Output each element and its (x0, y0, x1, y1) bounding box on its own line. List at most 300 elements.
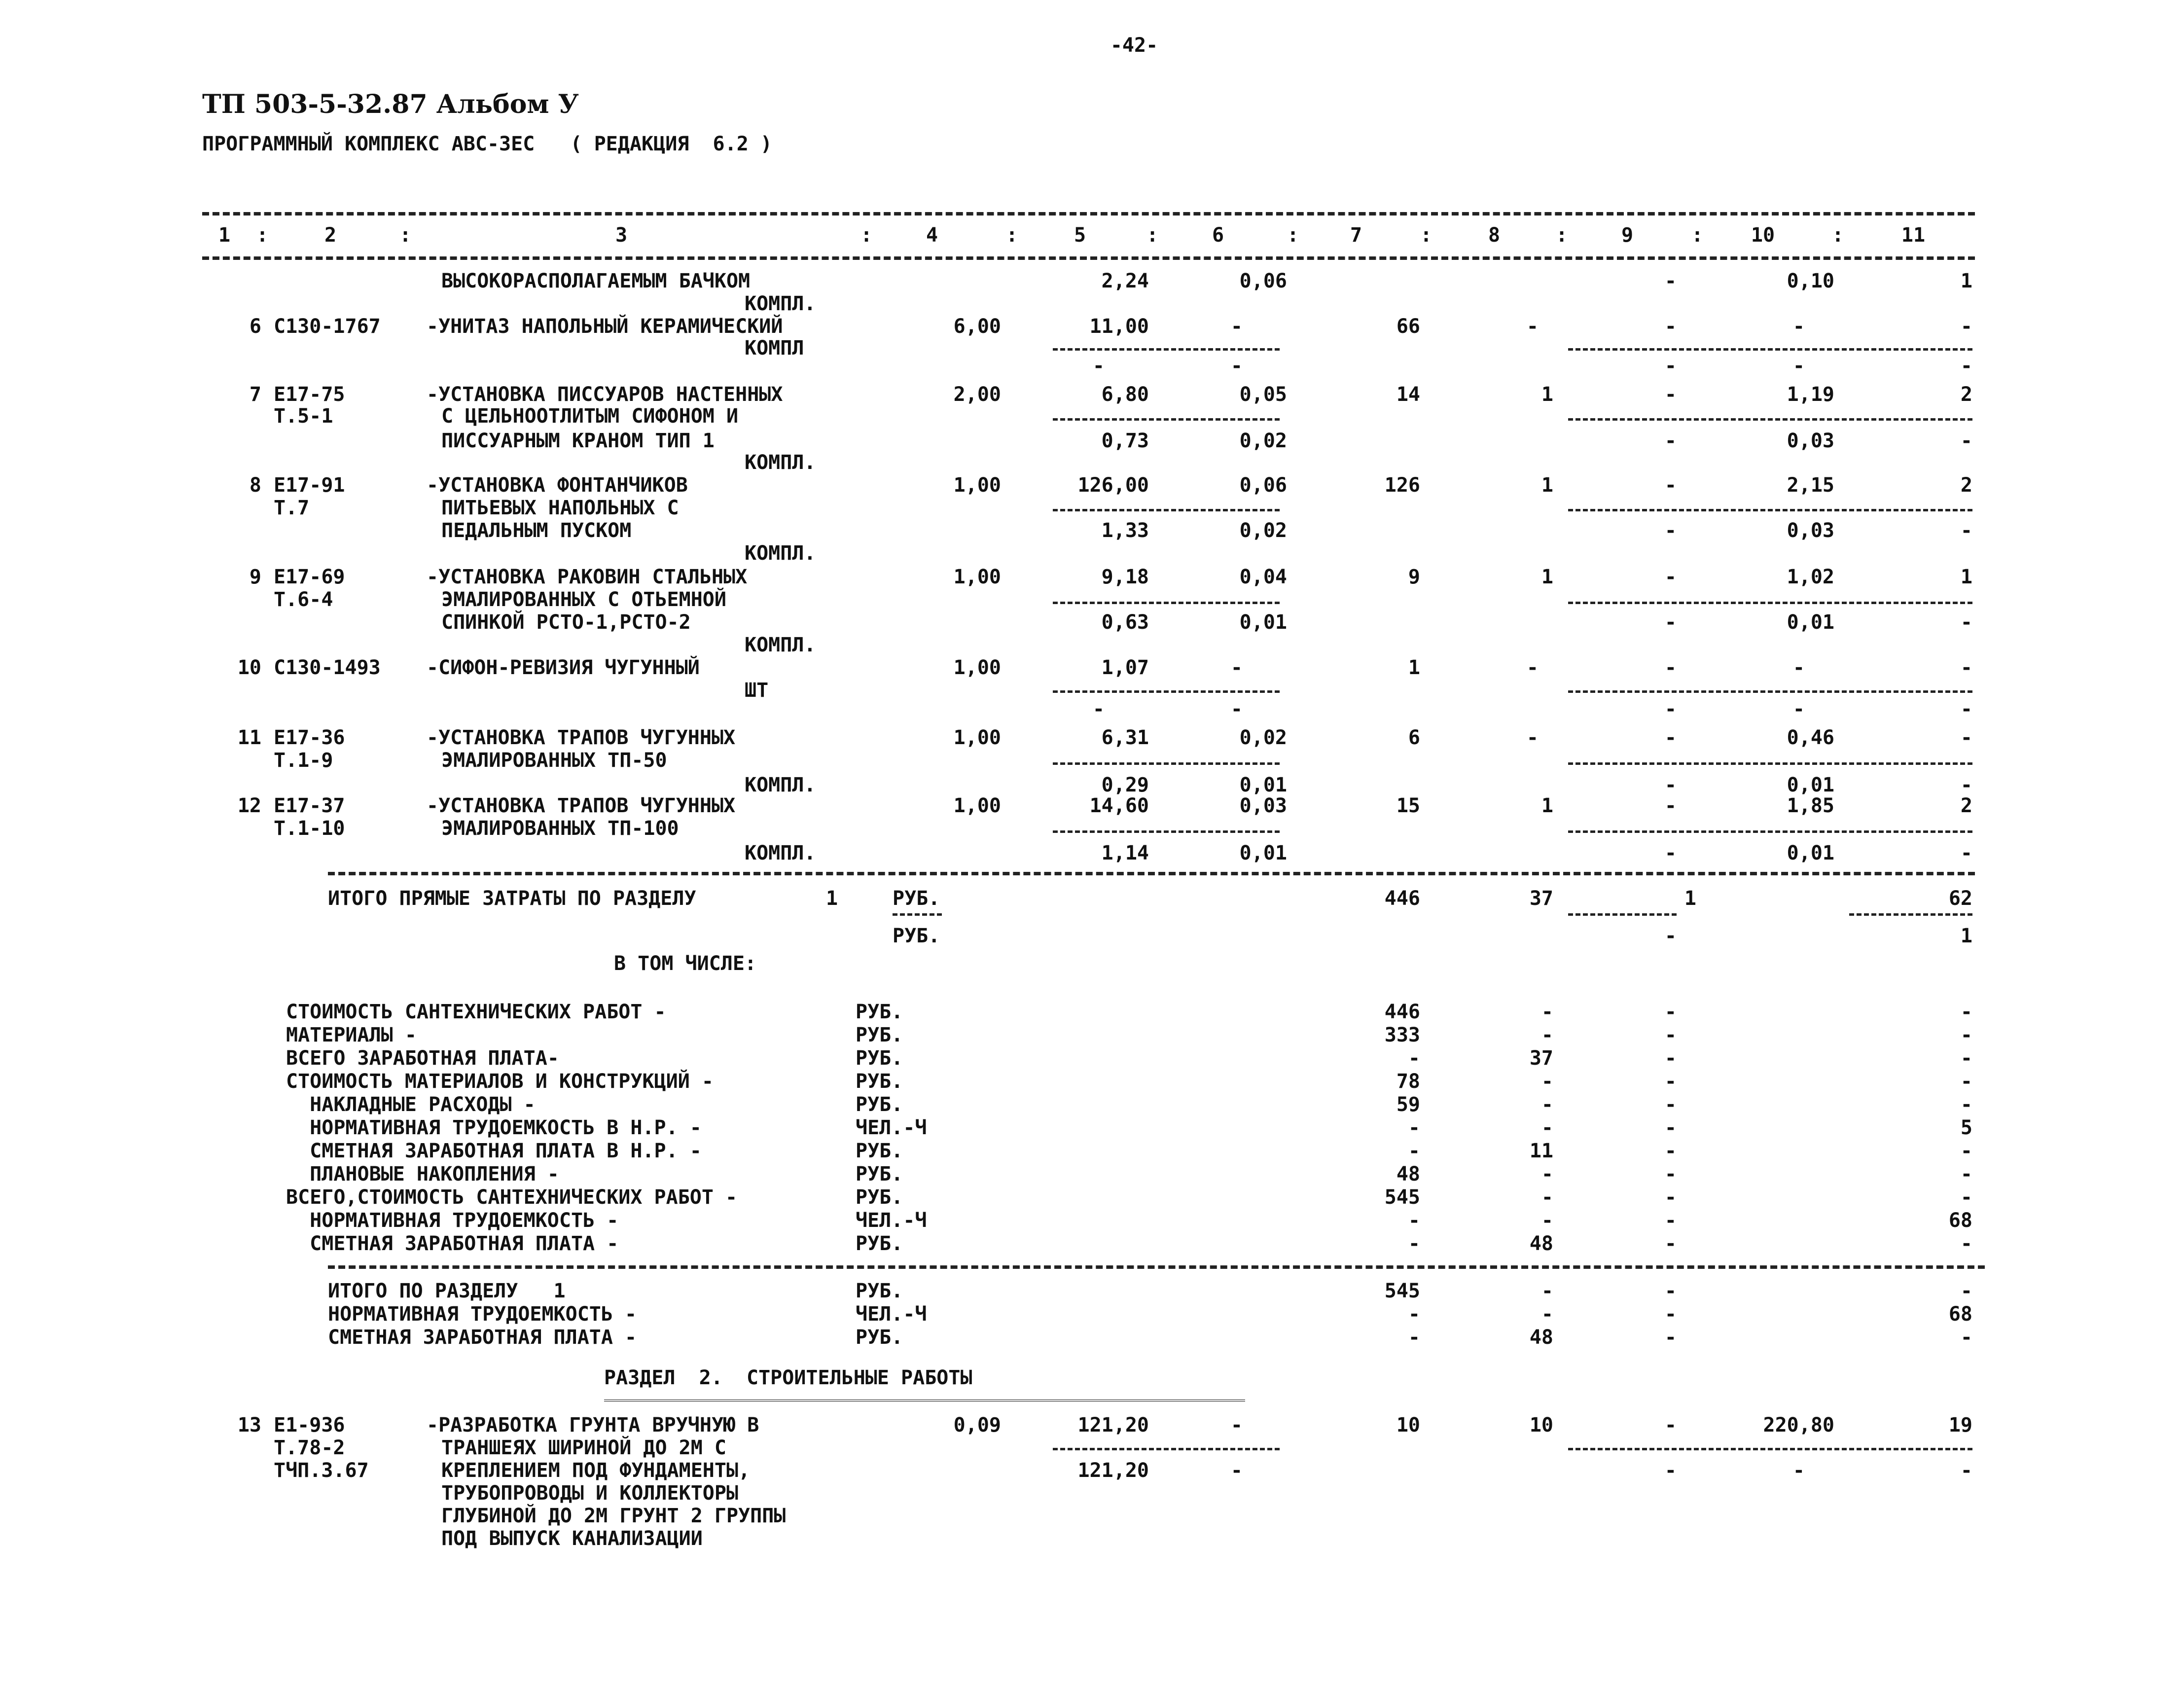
summary-col9: - (1664, 1024, 1677, 1046)
cell-col6-sub: 0,01 (1239, 774, 1287, 796)
summary-unit: РУБ. (856, 1186, 903, 1209)
summary-unit: РУБ. (856, 1093, 903, 1116)
cell-col10-sub: 0,01 (1787, 774, 1834, 796)
summary-col11: - (1960, 1163, 1972, 1186)
cell-col5-sub: 121,20 (1077, 1459, 1149, 1482)
column-header: 10 (1751, 224, 1775, 247)
cell-col5: 121,20 (1077, 1414, 1149, 1437)
direct-costs-col9-sub: - (1664, 925, 1677, 947)
cell-col11-sub: - (1960, 430, 1972, 452)
row-number: 11 (237, 726, 261, 749)
summary-col8: - (1541, 1116, 1553, 1139)
cell-col6: - (1230, 315, 1243, 338)
row-description-line: ЭМАЛИРОВАННЫХ С ОТЬЕМНОЙ (441, 588, 726, 611)
subrow-separator (1568, 602, 1972, 604)
summary-col8: - (1541, 1070, 1553, 1093)
subrow-separator (1568, 509, 1972, 511)
cell-col5-sub: - (1092, 698, 1105, 720)
summary-col9: - (1664, 1232, 1677, 1255)
cell-col5: 11,00 (1089, 315, 1149, 338)
summary-unit: РУБ. (856, 1047, 903, 1070)
summary-label: СТОИМОСТЬ САНТЕХНИЧЕСКИХ РАБОТ - (286, 1001, 666, 1023)
row-description-line: ПОД ВЫПУСК КАНАЛИЗАЦИИ (441, 1527, 703, 1550)
subrow-separator (1568, 690, 1972, 693)
direct-costs-label: ИТОГО ПРЯМЫЕ ЗАТРАТЫ ПО РАЗДЕЛУ (328, 887, 696, 910)
summary-col9: - (1664, 1116, 1677, 1139)
subrow-separator (1568, 418, 1972, 421)
section-2-heading: РАЗДЕЛ 2. СТРОИТЕЛЬНЫЕ РАБОТЫ (604, 1366, 972, 1389)
row-number: 13 (237, 1414, 261, 1437)
subrow-separator (1053, 348, 1280, 351)
subrow-separator (1053, 690, 1280, 693)
row-code-table: Т.6-4 (274, 588, 333, 611)
page-number: -42- (1110, 34, 1158, 57)
cell-col6: 0,05 (1239, 383, 1287, 406)
summary-col7: - (1408, 1116, 1420, 1139)
cell-col9-sub: - (1664, 519, 1677, 542)
cell-col9: - (1664, 1414, 1677, 1437)
section-heading-underline (604, 1400, 1245, 1402)
subrow-separator (1053, 762, 1280, 765)
column-header: 5 (1074, 224, 1086, 247)
summary-col7: 59 (1396, 1093, 1420, 1116)
cell-col6: 0,02 (1239, 726, 1287, 749)
header-bottom-rule (202, 256, 1975, 260)
subrow-separator (1849, 913, 1972, 916)
summary-col8: - (1541, 1280, 1553, 1302)
row-description-line: ПИТЬЕВЫХ НАПОЛЬНЫХ С (441, 497, 679, 519)
summary-col7: - (1408, 1209, 1420, 1232)
cell-col10: 2,15 (1787, 474, 1834, 497)
cell-col10: 0,46 (1787, 726, 1834, 749)
summary-label: ВСЕГО ЗАРАБОТНАЯ ПЛАТА- (286, 1047, 559, 1070)
summary-unit: РУБ. (856, 1024, 903, 1046)
cell-col10-sub: - (1792, 698, 1805, 720)
row-code: С130-1767 (274, 315, 381, 338)
summary-unit: РУБ. (856, 1001, 903, 1023)
summary-label: ПЛАНОВЫЕ НАКОПЛЕНИЯ - (286, 1163, 559, 1186)
cell-col7: 66 (1396, 315, 1420, 338)
direct-costs-section: 1 (826, 887, 838, 910)
summary-col7: 446 (1384, 1001, 1420, 1023)
row-number: 6 (249, 315, 261, 338)
summary-col11: 68 (1948, 1209, 1972, 1232)
subrow-separator (1568, 1448, 1972, 1450)
summary-col11: - (1960, 1024, 1972, 1046)
cell-col10: 0,10 (1787, 270, 1834, 292)
summary-col7: - (1408, 1326, 1420, 1349)
column-header: 4 (926, 224, 938, 247)
direct-costs-col8: 37 (1529, 887, 1553, 910)
row-unit: КОМПЛ. (745, 542, 816, 565)
summary-col11: - (1960, 1070, 1972, 1093)
cell-col8: - (1526, 656, 1539, 679)
summary-col11: - (1960, 1186, 1972, 1209)
cell-col8: 1 (1541, 474, 1553, 497)
row-description: -СИФОН-РЕВИЗИЯ ЧУГУННЫЙ (427, 656, 700, 679)
direct-costs-col11: 62 (1948, 887, 1972, 910)
cell-col5: 126,00 (1077, 474, 1149, 497)
summary-label: СМЕТНАЯ ЗАРАБОТНАЯ ПЛАТА - (286, 1232, 619, 1255)
row-code-table: Т.1-10 (274, 817, 345, 840)
column-separator: : (1006, 224, 1018, 247)
row-description-line: ГЛУБИНОЙ ДО 2М ГРУНТ 2 ГРУППЫ (441, 1505, 786, 1527)
summary-unit: ЧЕЛ.-Ч (856, 1209, 927, 1232)
column-separator: : (1287, 224, 1299, 247)
column-header: 9 (1621, 224, 1634, 247)
summary-label: ИТОГО ПО РАЗДЕЛУ 1 (328, 1280, 566, 1302)
cell-col11-sub: - (1960, 355, 1972, 377)
cell-col11: - (1960, 315, 1972, 338)
cell-col11-sub: - (1960, 519, 1972, 542)
cell-col5: 14,60 (1089, 794, 1149, 817)
summary-col11: - (1960, 1232, 1972, 1255)
cell-col11: - (1960, 656, 1972, 679)
summary-col9: - (1664, 1186, 1677, 1209)
cell-col6: 0,06 (1239, 270, 1287, 292)
summary-label: СМЕТНАЯ ЗАРАБОТНАЯ ПЛАТА В Н.Р. - (286, 1140, 702, 1162)
cell-col9-sub: - (1664, 355, 1677, 377)
program-line: ПРОГРАММНЫЙ КОМПЛЕКС АВС-3ЕС ( РЕДАКЦИЯ 6.2 ) (202, 133, 772, 155)
cell-col9: - (1664, 315, 1677, 338)
row-description-line: С ЦЕЛЬНООТЛИТЫМ СИФОНОМ И (441, 405, 739, 428)
row-unit: ШТ (745, 679, 769, 702)
cell-col10-sub: 0,01 (1787, 842, 1834, 864)
cell-col11: 2 (1960, 474, 1972, 497)
cell-col9: - (1664, 794, 1677, 817)
cell-col8: - (1526, 726, 1539, 749)
cell-col6-sub: 0,02 (1239, 519, 1287, 542)
cell-col10-sub: - (1792, 355, 1805, 377)
row-code: Е17-69 (274, 566, 345, 588)
cell-col9-sub: - (1664, 1459, 1677, 1482)
summary-label: НОРМАТИВНАЯ ТРУДОЕМКОСТЬ В Н.Р. - (286, 1116, 702, 1139)
subrow-separator (1053, 418, 1280, 421)
cell-col8: - (1526, 315, 1539, 338)
subrow-separator (1568, 913, 1677, 916)
column-separator: : (399, 224, 412, 247)
row-code-table: Т.1-9 (274, 749, 333, 772)
direct-costs-col7: 446 (1384, 887, 1420, 910)
cell-col9-sub: - (1664, 430, 1677, 452)
cell-col4: 1,00 (953, 474, 1001, 497)
including-heading: В ТОМ ЧИСЛЕ: (614, 952, 756, 975)
cell-col4: 1,00 (953, 566, 1001, 588)
subrow-separator (1053, 602, 1280, 604)
cell-col6-sub: - (1230, 1459, 1243, 1482)
cell-col9-sub: - (1664, 698, 1677, 720)
column-separator: : (1146, 224, 1159, 247)
cell-col5-sub: 1,14 (1101, 842, 1149, 864)
cell-col6-sub: 0,01 (1239, 611, 1287, 634)
subrow-separator (1053, 830, 1280, 833)
summary-col11: - (1960, 1140, 1972, 1162)
cell-col10: 1,85 (1787, 794, 1834, 817)
summary-col11: - (1960, 1326, 1972, 1349)
cell-col7: 126 (1384, 474, 1420, 497)
column-header: 11 (1901, 224, 1926, 247)
cell-col6-sub: - (1230, 355, 1243, 377)
summary-col9: - (1664, 1209, 1677, 1232)
cell-col11-sub: - (1960, 774, 1972, 796)
summary-label: НАКЛАДНЫЕ РАСХОДЫ - (286, 1093, 536, 1116)
cell-col11: - (1960, 726, 1972, 749)
direct-costs-unit-2: РУБ. (893, 925, 940, 947)
cell-col8: 1 (1541, 794, 1553, 817)
row-description-line: СПИНКОЙ РСТО-1,РСТО-2 (441, 611, 691, 634)
row-description-line: КРЕПЛЕНИЕМ ПОД ФУНДАМЕНТЫ, (441, 1459, 751, 1482)
summary-col11: 68 (1948, 1303, 1972, 1326)
cell-col8: 1 (1541, 383, 1553, 406)
summary-col7: - (1408, 1303, 1420, 1326)
column-separator: : (1420, 224, 1432, 247)
column-separator: : (1832, 224, 1844, 247)
cell-col10-sub: 0,03 (1787, 519, 1834, 542)
row-code: С130-1493 (274, 656, 381, 679)
cell-col5: 9,18 (1101, 566, 1149, 588)
cell-col9-sub: - (1664, 842, 1677, 864)
cell-col11: 2 (1960, 794, 1972, 817)
row-number: 10 (237, 656, 261, 679)
subrow-separator (1568, 830, 1972, 833)
cell-col10: - (1792, 656, 1805, 679)
row-code-table: Т.7 (274, 497, 310, 519)
summary-col9: - (1664, 1001, 1677, 1023)
subrow-separator (893, 913, 942, 916)
direct-costs-col11-sub: 1 (1960, 925, 1972, 947)
subrow-separator (1568, 348, 1972, 351)
summary-col9: - (1664, 1047, 1677, 1070)
row-description: ВЫСОКОРАСПОЛАГАЕМЫМ БАЧКОМ (441, 270, 751, 292)
cell-col7: 9 (1408, 566, 1420, 588)
row-description: -УСТАНОВКА ПИССУАРОВ НАСТЕННЫХ (427, 383, 783, 406)
summary-label: МАТЕРИАЛЫ - (286, 1024, 417, 1046)
summary-col7: 545 (1384, 1280, 1420, 1302)
cell-col5-sub: 0,73 (1101, 430, 1149, 452)
column-separator: : (256, 224, 269, 247)
direct-costs-col9: 1 (1684, 887, 1696, 910)
section-total-rule (328, 1265, 1985, 1269)
summary-col11: - (1960, 1001, 1972, 1023)
row-code: Е17-75 (274, 383, 345, 406)
summary-unit: РУБ. (856, 1232, 903, 1255)
cell-col9: - (1664, 656, 1677, 679)
column-header: 7 (1350, 224, 1362, 247)
cell-col11-sub: - (1960, 611, 1972, 634)
cell-col4: 1,00 (953, 726, 1001, 749)
summary-col8: 11 (1529, 1140, 1553, 1162)
column-header: 2 (324, 224, 337, 247)
cell-col5: 6,80 (1101, 383, 1149, 406)
summary-unit: РУБ. (856, 1140, 903, 1162)
cell-col6-sub: 0,02 (1239, 430, 1287, 452)
cell-col11: 19 (1948, 1414, 1972, 1437)
summary-col9: - (1664, 1163, 1677, 1186)
cell-col9: - (1664, 726, 1677, 749)
summary-col7: - (1408, 1140, 1420, 1162)
subrow-separator (1053, 509, 1280, 511)
row-description: -УСТАНОВКА ТРАПОВ ЧУГУННЫХ (427, 726, 736, 749)
cell-col10: 1,19 (1787, 383, 1834, 406)
cell-col6: - (1230, 1414, 1243, 1437)
cell-col7: 6 (1408, 726, 1420, 749)
cell-col5: 1,07 (1101, 656, 1149, 679)
cell-col7: 1 (1408, 656, 1420, 679)
summary-unit: ЧЕЛ.-Ч (856, 1303, 927, 1326)
cell-col5-sub: 1,33 (1101, 519, 1149, 542)
summary-unit: РУБ. (856, 1070, 903, 1093)
summary-col8: 48 (1529, 1232, 1553, 1255)
row-code: Е17-36 (274, 726, 345, 749)
row-description: -УСТАНОВКА ФОНТАНЧИКОВ (427, 474, 688, 497)
row-number: 9 (249, 566, 261, 588)
cell-col4: 2,00 (953, 383, 1001, 406)
row-description-line: ТРУБОПРОВОДЫ И КОЛЛЕКТОРЫ (441, 1482, 739, 1505)
summary-col7: - (1408, 1047, 1420, 1070)
summary-col7: - (1408, 1232, 1420, 1255)
cell-col10-sub: 0,03 (1787, 430, 1834, 452)
column-header: 8 (1488, 224, 1501, 247)
summary-col8: 48 (1529, 1326, 1553, 1349)
cell-col4: 1,00 (953, 656, 1001, 679)
column-header: 6 (1212, 224, 1224, 247)
row-code-table: Т.78-2 (274, 1437, 345, 1459)
summary-unit: РУБ. (856, 1326, 903, 1349)
row-description: -УНИТАЗ НАПОЛЬНЫЙ КЕРАМИЧЕСКИЙ (427, 315, 783, 338)
summary-col7: 333 (1384, 1024, 1420, 1046)
summary-col9: - (1664, 1070, 1677, 1093)
direct-costs-unit: РУБ. (893, 887, 940, 910)
cell-col6-sub: - (1230, 698, 1243, 720)
summary-col7: 78 (1396, 1070, 1420, 1093)
cell-col10: 220,80 (1763, 1414, 1834, 1437)
row-number: 8 (249, 474, 261, 497)
cell-col10: - (1792, 315, 1805, 338)
cell-col11-sub: - (1960, 698, 1972, 720)
cell-col6: 0,04 (1239, 566, 1287, 588)
column-header: 3 (615, 224, 628, 247)
cell-col4: 1,00 (953, 794, 1001, 817)
row-description: -УСТАНОВКА ТРАПОВ ЧУГУННЫХ (427, 794, 736, 817)
column-separator: : (1556, 224, 1568, 247)
row-description-line: ЭМАЛИРОВАННЫХ ТП-100 (441, 817, 679, 840)
summary-col11: - (1960, 1047, 1972, 1070)
cell-col11: 1 (1960, 270, 1972, 292)
summary-col8: - (1541, 1303, 1553, 1326)
summary-col9: - (1664, 1303, 1677, 1326)
cell-col5: 2,24 (1101, 270, 1149, 292)
summary-col11: - (1960, 1280, 1972, 1302)
row-code-table: Т.5-1 (274, 405, 333, 428)
cell-col7: 15 (1396, 794, 1420, 817)
cell-col9: - (1664, 270, 1677, 292)
row-code: Е17-37 (274, 794, 345, 817)
summary-label: СТОИМОСТЬ МАТЕРИАЛОВ И КОНСТРУКЦИЙ - (286, 1070, 714, 1093)
summary-col9: - (1664, 1140, 1677, 1162)
cell-col10: 1,02 (1787, 566, 1834, 588)
cell-col8: 1 (1541, 566, 1553, 588)
column-separator: : (860, 224, 873, 247)
cell-col6: 0,03 (1239, 794, 1287, 817)
cell-col5: 6,31 (1101, 726, 1149, 749)
summary-col11: - (1960, 1093, 1972, 1116)
subrow-separator (1568, 762, 1972, 765)
cell-col9-sub: - (1664, 774, 1677, 796)
cell-col11-sub: - (1960, 1459, 1972, 1482)
row-description-line: ТРАНШЕЯХ ШИРИНОЙ ДО 2М С (441, 1437, 726, 1459)
totals-rule (328, 872, 1975, 875)
row-unit: КОМПЛ. (745, 842, 816, 864)
summary-col8: - (1541, 1186, 1553, 1209)
summary-label: НОРМАТИВНАЯ ТРУДОЕМКОСТЬ - (286, 1209, 619, 1232)
cell-col10-sub: 0,01 (1787, 611, 1834, 634)
summary-col8: - (1541, 1024, 1553, 1046)
cell-col9: - (1664, 474, 1677, 497)
row-unit: КОМПЛ. (745, 774, 816, 796)
cell-col6-sub: 0,01 (1239, 842, 1287, 864)
column-header: 1 (218, 224, 231, 247)
summary-col11: 5 (1960, 1116, 1972, 1139)
summary-label: СМЕТНАЯ ЗАРАБОТНАЯ ПЛАТА - (328, 1326, 637, 1349)
row-unit: КОМПЛ. (745, 634, 816, 656)
summary-col7: 48 (1396, 1163, 1420, 1186)
summary-col8: - (1541, 1001, 1553, 1023)
row-description-line: ПИССУАРНЫМ КРАНОМ ТИП 1 (441, 430, 715, 452)
cell-col11: 2 (1960, 383, 1972, 406)
document-reference: ТП 503-5-32.87 Альбом У (202, 89, 579, 119)
row-unit: КОМПЛ (745, 337, 804, 359)
row-unit: КОМПЛ. (745, 292, 816, 315)
row-code: Е17-91 (274, 474, 345, 497)
cell-col11: 1 (1960, 566, 1972, 588)
cell-col5-sub: - (1092, 355, 1105, 377)
cell-col6: - (1230, 656, 1243, 679)
row-code-ref: ТЧП.3.67 (274, 1459, 369, 1482)
header-top-rule (202, 212, 1975, 216)
cell-col5-sub: 0,29 (1101, 774, 1149, 796)
summary-label: НОРМАТИВНАЯ ТРУДОЕМКОСТЬ - (328, 1303, 637, 1326)
row-unit: КОМПЛ. (745, 451, 816, 474)
summary-unit: РУБ. (856, 1163, 903, 1186)
summary-col8: - (1541, 1163, 1553, 1186)
summary-unit: ЧЕЛ.-Ч (856, 1116, 927, 1139)
summary-col7: 545 (1384, 1186, 1420, 1209)
row-description-line: ПЕДАЛЬНЫМ ПУСКОМ (441, 519, 632, 542)
cell-col4: 0,09 (953, 1414, 1001, 1437)
summary-unit: РУБ. (856, 1280, 903, 1302)
row-description: -УСТАНОВКА РАКОВИН СТАЛЬНЫХ (427, 566, 748, 588)
cell-col6: 0,06 (1239, 474, 1287, 497)
summary-col9: - (1664, 1326, 1677, 1349)
row-number: 7 (249, 383, 261, 406)
cell-col10-sub: - (1792, 1459, 1805, 1482)
row-description: -РАЗРАБОТКА ГРУНТА ВРУЧНУЮ В (427, 1414, 759, 1437)
summary-col8: - (1541, 1209, 1553, 1232)
summary-col9: - (1664, 1093, 1677, 1116)
row-number: 12 (237, 794, 261, 817)
cell-col11-sub: - (1960, 842, 1972, 864)
cell-col7: 14 (1396, 383, 1420, 406)
summary-col8: 37 (1529, 1047, 1553, 1070)
cell-col4: 6,00 (953, 315, 1001, 338)
subrow-separator (1053, 1448, 1280, 1450)
cell-col9-sub: - (1664, 611, 1677, 634)
cell-col5-sub: 0,63 (1101, 611, 1149, 634)
summary-col9: - (1664, 1280, 1677, 1302)
summary-label: ВСЕГО,СТОИМОСТЬ САНТЕХНИЧЕСКИХ РАБОТ - (286, 1186, 738, 1209)
summary-col8: - (1541, 1093, 1553, 1116)
cell-col9: - (1664, 566, 1677, 588)
